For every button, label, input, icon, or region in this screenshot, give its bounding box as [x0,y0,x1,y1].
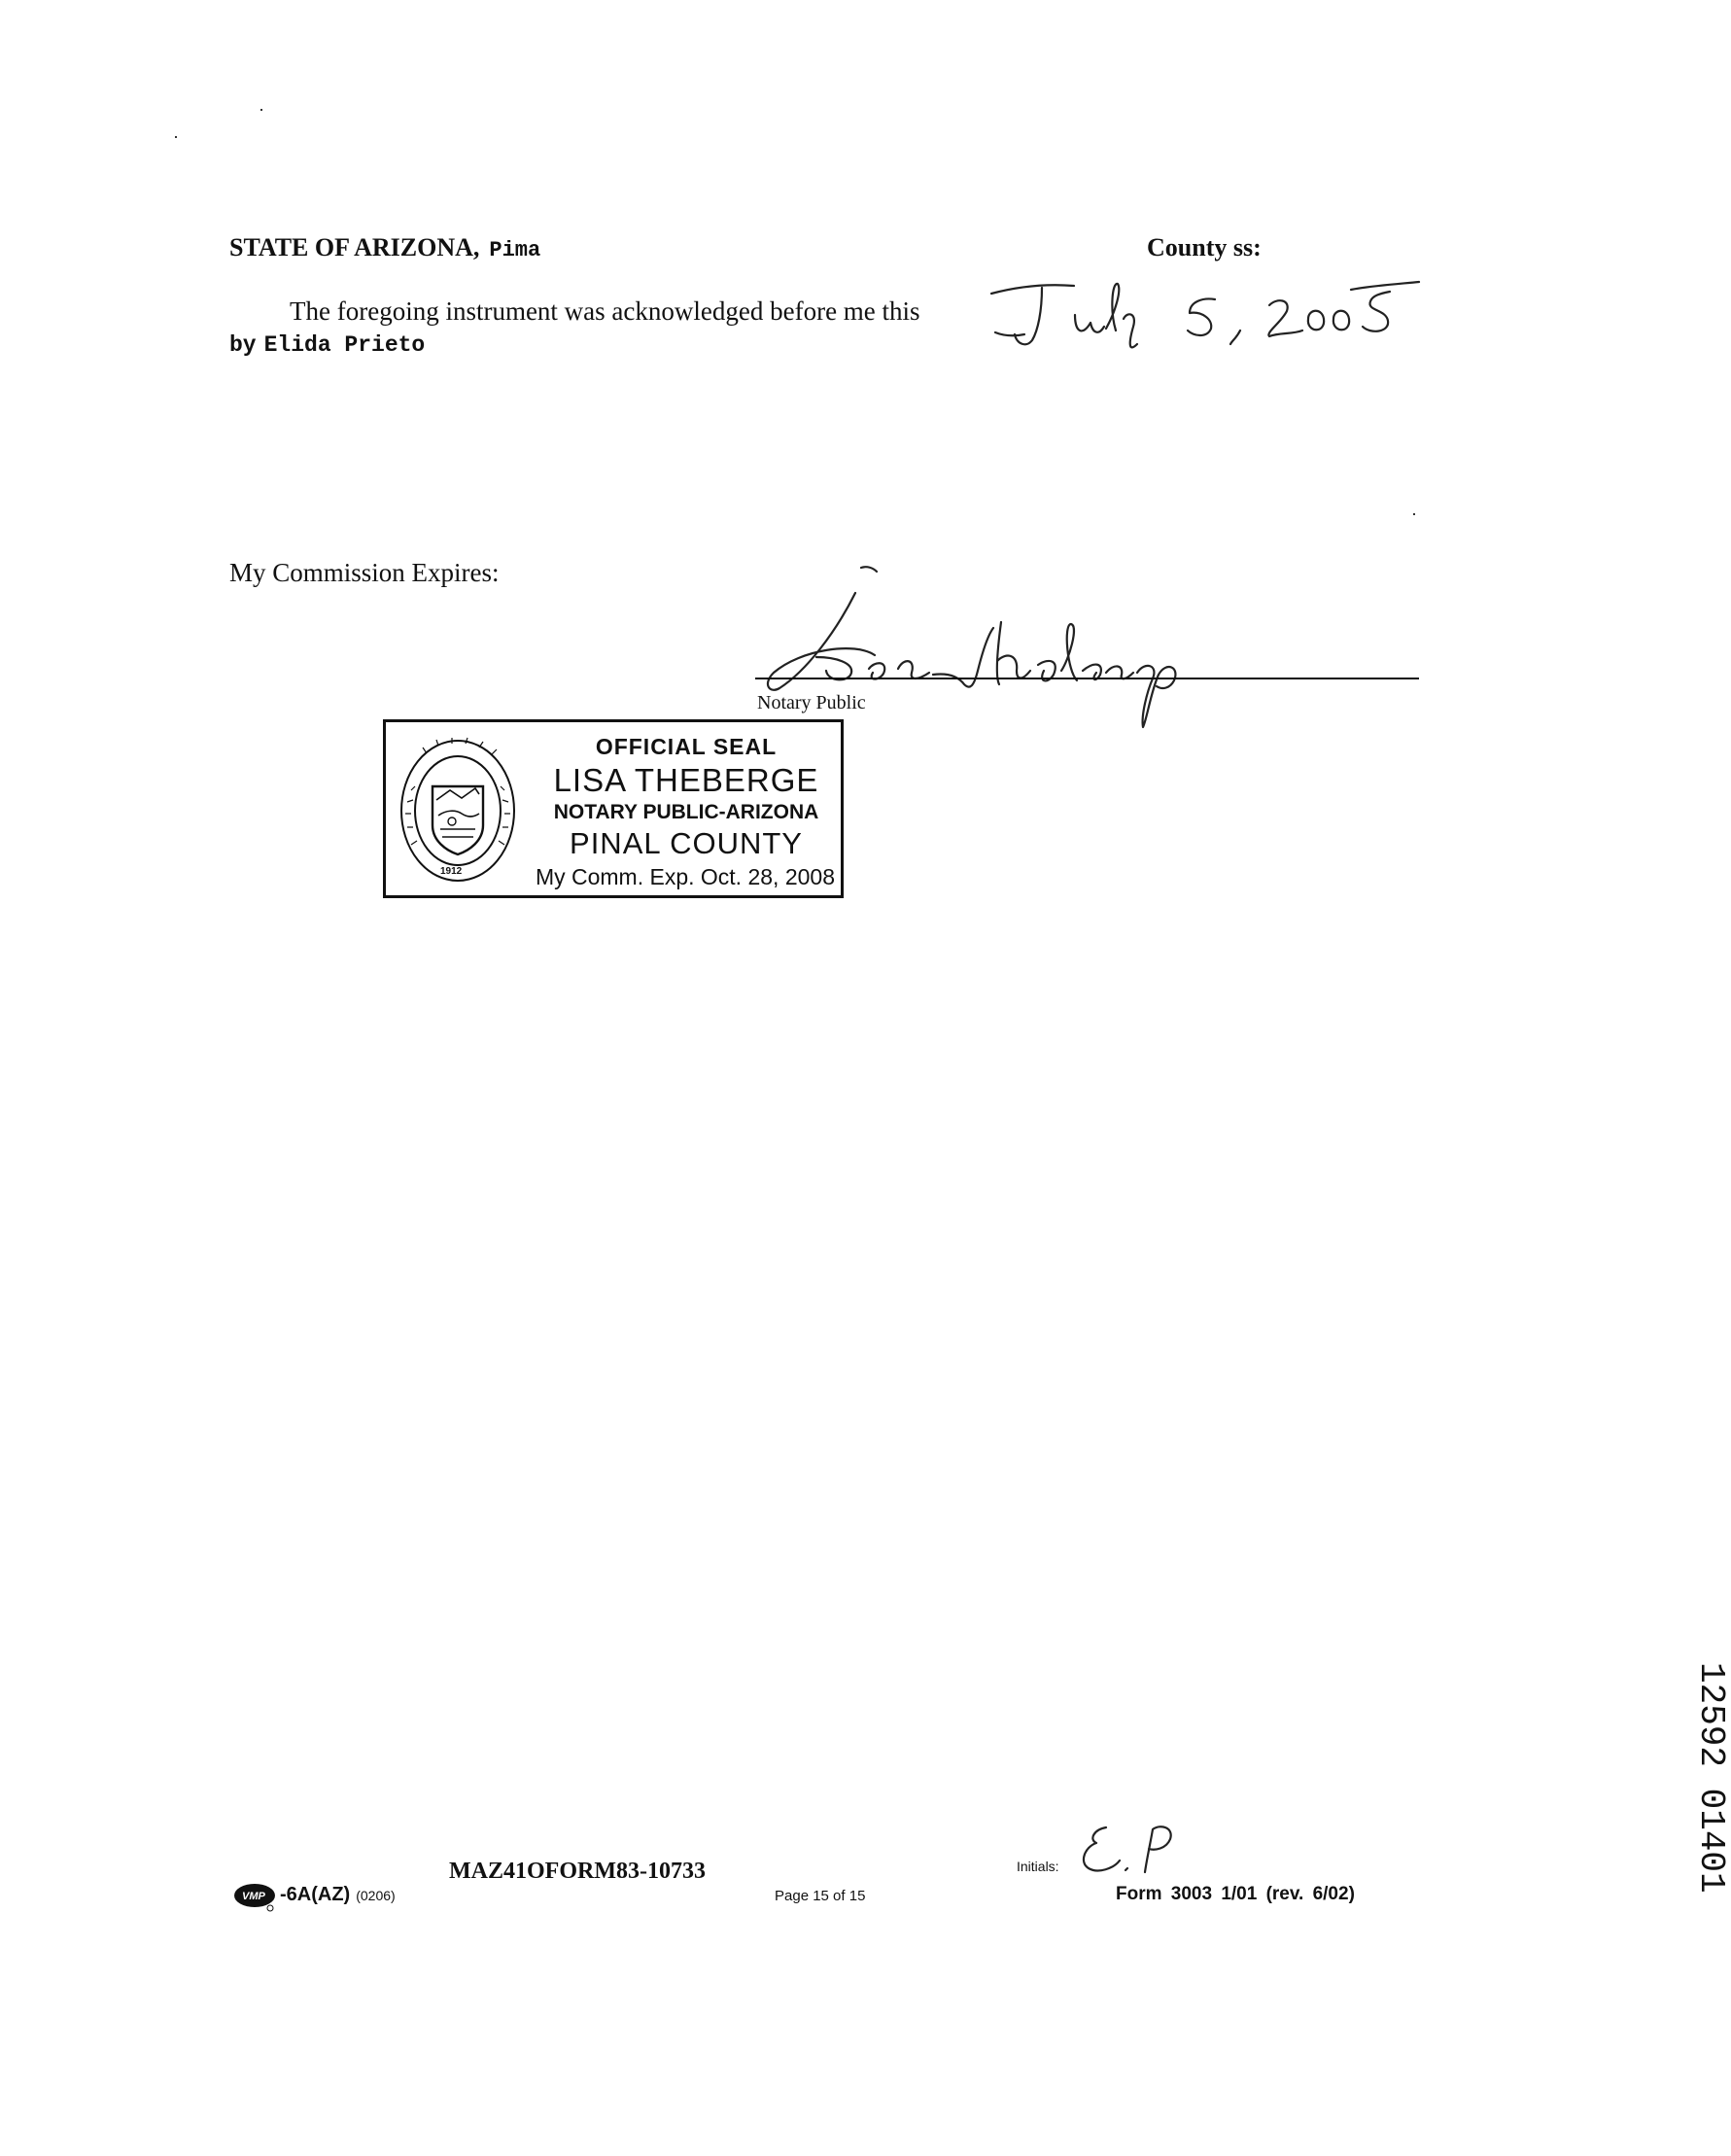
scan-speck [175,136,177,138]
seal-text-block [532,722,841,888]
footer-form-code-main: -6A(AZ) [280,1884,351,1905]
acknowledgment-signer-name: Elida Prieto [263,332,426,358]
state-seal-emblem [394,732,530,889]
seal-emblem-year: 1912 [440,866,463,877]
recording-number-text: 12592 01401 [1691,1662,1731,1894]
signature-line [755,678,1419,679]
acknowledgment-by-line [229,332,425,358]
venue-county-ss: County ss: [1147,233,1262,261]
seal-notary-name: LISA THEBERGE [553,762,819,798]
official-seal-stamp [383,719,844,898]
scan-speck [260,109,262,111]
seal-title: OFFICIAL SEAL [595,734,778,759]
acknowledgment-text: The foregoing instrument was acknowledged before me this [290,296,920,326]
handwritten-date [982,272,1429,360]
scan-speck [1413,513,1415,515]
seal-expiration: My Comm. Exp. Oct. 28, 2008 [535,864,835,889]
footer-page-number: Page 15 of 15 [775,1888,866,1904]
footer-initials-label: Initials: [1017,1859,1059,1874]
seal-notary-role: NOTARY PUBLIC-ARIZONA [553,801,819,823]
handwritten-initials [1077,1820,1184,1880]
venue-state-line [229,233,540,262]
svg-text:VMP: VMP [242,1891,265,1902]
vmp-logo [233,1882,278,1911]
venue-county-name: Pima [489,238,541,262]
footer-document-id: MAZ41OFORM83-10733 [449,1859,706,1884]
recording-number [1594,1565,1731,1894]
seal-county: PINAL COUNTY [570,826,803,860]
footer-form-code-date: (0206) [356,1888,396,1903]
footer-form-code [280,1884,396,1906]
footer-form-number: Form 3003 1/01 (rev. 6/02) [1116,1884,1355,1904]
commission-expires-label: My Commission Expires: [229,558,500,587]
acknowledgment-by-prefix: by [229,332,257,358]
venue-state: STATE OF ARIZONA, [229,233,480,261]
notary-public-label: Notary Public [757,692,866,713]
